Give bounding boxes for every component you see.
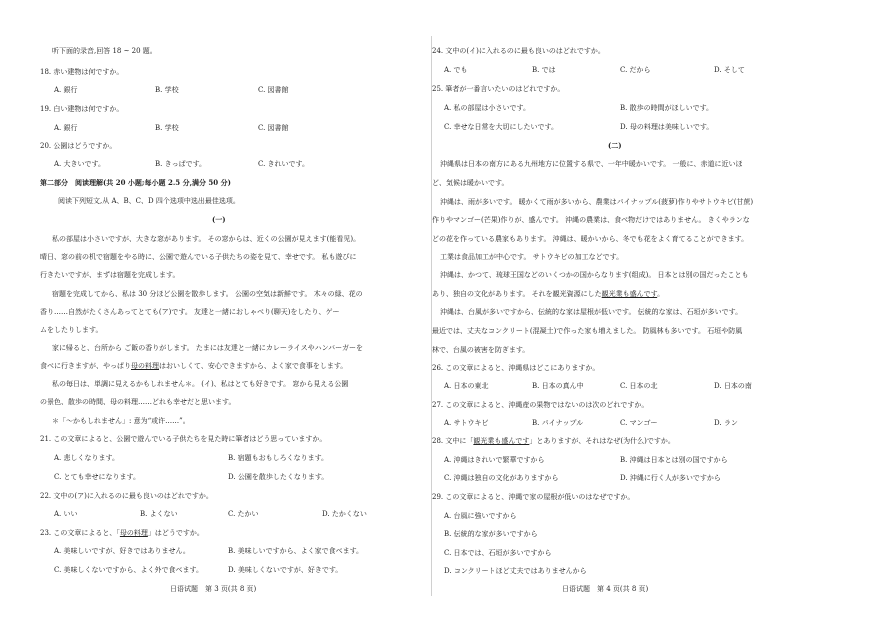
question-26: 26. この文章によると、沖縄県はどこにありますか。	[432, 364, 600, 372]
passage2-p4-line2: あり、独自の文化があります。 それを観光資源にした観光業も盛んです。	[432, 290, 665, 298]
passage2-p3: 工業は食品加工が中心です。 サトウキビの加工などです。	[440, 253, 624, 261]
q20-option-c: C. きれいです。	[258, 160, 309, 168]
question-24: 24. 文中の(イ)に入れるのに最も良いのはどれですか。	[432, 47, 605, 55]
passage1-p2-line3: ムをしたりします。	[40, 326, 103, 334]
question-28: 28. 文中に「観光業も盛んです」とありますが、それはなぜ(为什么)ですか。	[432, 437, 675, 445]
question-18: 18. 赤い建物は何ですか。	[40, 68, 124, 76]
q25-option-a: A. 私の部屋は小さいです。	[444, 104, 530, 112]
page-footer-right: 日语试题 第 4 页(共 8 页)	[562, 585, 649, 593]
underlined-phrase: 観光業も盛んです	[473, 437, 530, 445]
q21-option-d: D. 公園を散歩したくなります。	[228, 473, 329, 481]
q24-option-a: A. でも	[444, 66, 468, 74]
q25-option-b: B. 散歩の時間がほしいです。	[620, 104, 714, 112]
q26-option-d: D. 日本の南	[714, 382, 752, 390]
passage1-p4-line1: 私の毎日は、単調に見えるかもしれません＊。 (イ)、私はとても好きです。 窓から見える公園	[52, 380, 349, 388]
part2-instruction: 阅读下列短文,从 A、B、C、D 四个选项中选出最佳选项。	[58, 197, 240, 205]
q22-option-b: B. よくない	[140, 510, 178, 518]
q29-option-d: D. コンクリートほど丈夫ではありませんから	[444, 567, 587, 575]
q24-option-d: D. そして	[714, 66, 745, 74]
passage1-p3-line2: 食べに行きますが、やっぱり母の料理はおいしくて、安心できますから、よく家で食事をします。	[40, 362, 348, 370]
q23-option-d: D. 美味しくないですが、好きです。	[228, 566, 343, 574]
q27-option-d: D. ラン	[714, 419, 738, 427]
q18-option-a: A. 銀行	[54, 86, 78, 94]
q22-option-d: D. たかくない	[322, 510, 367, 518]
q19-option-b: B. 学校	[155, 124, 179, 132]
q29-option-a: A. 台風に強いですから	[444, 512, 517, 520]
passage2-p1-line1: 沖縄県は日本の南方にある九州地方に位置する県で、一年中暖かいです。 一般に、赤道に近いほ	[440, 160, 743, 168]
left-page	[0, 0, 430, 630]
passage2-p5-line2: 最近では、丈夫なコンクリート(混凝土)で作った家も増えました。 防風林も多いです。 石垣や防風	[432, 327, 743, 335]
q23-option-c: C. 美味しくないですから、よく外で食べます。	[54, 566, 203, 574]
passage1-p1-line3: 行きたいですが、まずは宿題を完成します。	[40, 271, 180, 279]
footnote: ＊「～かもしれません」: 意为“或许……”。	[52, 417, 190, 425]
question-20: 20. 公園はどうですか。	[40, 142, 117, 150]
q23-option-b: B. 美味しいですから、よく家で食べます。	[228, 547, 364, 555]
q24-option-b: B. では	[532, 66, 556, 74]
passage2-p4-line1: 沖縄は、かつて、琉球王国などのいくつかの国からなります(组成)。 日本とは別の国だったことも	[440, 271, 749, 279]
q28-option-c: C. 沖縄は独自の文化がありますから	[444, 474, 559, 482]
q18-option-c: C. 図書館	[258, 86, 289, 94]
passage1-p1-line2: 晴日、窓の前の机で宿題をやる時に、公園で遊んでいる子供たちの姿を見て、幸せです。 私も遊びに	[40, 253, 357, 261]
q21-option-b: B. 宿題もおもしろくなります。	[228, 454, 329, 462]
underlined-phrase: 観光業も盛んです	[601, 290, 658, 298]
q18-option-b: B. 学校	[155, 86, 179, 94]
q22-option-c: C. たかい	[228, 510, 259, 518]
question-29: 29. この文章によると、沖縄で家の屋根が低いのはなぜですか。	[432, 493, 635, 501]
question-25: 25. 筆者が一番言いたいのはどれですか。	[432, 85, 565, 93]
q28-option-d: D. 沖縄に行く人が多いですから	[620, 474, 721, 482]
q27-option-b: B. パイナップル	[532, 419, 584, 427]
q20-option-a: A. 大きいです。	[54, 160, 105, 168]
page-footer-left: 日语试题 第 3 页(共 8 页)	[170, 585, 257, 593]
q24-option-c: C. だから	[620, 66, 651, 74]
q27-option-a: A. サトウキビ	[444, 419, 489, 427]
q21-option-c: C. とても幸せになります。	[54, 473, 140, 481]
passage1-p4-line2: の景色、散歩の時間、母の料理……どれも幸せだと思います。	[40, 398, 236, 406]
section-1-title: (一)	[212, 215, 226, 224]
passage1-p3-line1: 家に帰ると、台所から ご飯の香りがします。 たまには友達と一緒にカレーライスやハンバーガーを	[52, 344, 363, 352]
question-21: 21. この文章によると、公園で遊んでいる子供たちを見た時に筆者はどう思っていますか。	[40, 435, 327, 443]
q26-option-c: C. 日本の北	[620, 382, 658, 390]
q21-option-a: A. 悲しくなります。	[54, 454, 119, 462]
question-23: 23. この文章によると、「母の料理」はどうですか。	[40, 529, 204, 537]
q23-option-a: A. 美味しいですが、好きではありません。	[54, 547, 190, 555]
q25-option-c: C. 幸せな日常を大切にしたいです。	[444, 123, 558, 131]
passage1-p2-line1: 宿題を完成してから、私は 30 分ほど公園を散歩します。 公園の空気は新鮮です。 木々の緑、花の	[52, 290, 363, 298]
question-19: 19. 白い建物は何ですか。	[40, 105, 124, 113]
passage2-p5-line3: 林で、台風の被害を防ぎます。	[432, 346, 530, 354]
passage2-p5-line1: 沖縄は、台風が多いですから、伝統的な家は屋根が低いです。 伝統的な家は、石垣が多いです。	[440, 308, 743, 316]
question-22: 22. 文中の(ア)に入れるのに最も良いのはどれですか。	[40, 492, 213, 500]
q26-option-a: A. 日本の東北	[444, 382, 489, 390]
q22-option-a: A. いい	[54, 510, 78, 518]
underlined-phrase: 母の料理	[119, 529, 148, 537]
q29-option-b: B. 伝統的な家が多いですから	[444, 530, 538, 538]
passage2-p1-line2: ど、気候は暖かいです。	[432, 179, 509, 187]
part2-title: 第二部分 阅读理解(共 20 小题;每小题 2.5 分,满分 50 分)	[40, 178, 231, 187]
passage2-p2-line1: 沖縄は、雨が多いです。 暖かくて雨が多いから、農業はパイナップル(菠萝)作りやサトウキビ(甘蔗)	[440, 198, 754, 206]
q26-option-b: B. 日本の真ん中	[532, 382, 584, 390]
q20-option-b: B. きっぱです。	[155, 160, 207, 168]
passage2-p2-line2: 作りやマンゴー(芒果)作りが、盛んです。 沖縄の農業は、食べ物だけではありません。 きくやランな	[432, 216, 750, 224]
section-2-title: (二)	[608, 141, 622, 150]
listening-intro: 听下面的录音,回答 18 ~ 20 题。	[52, 47, 157, 55]
q19-option-a: A. 銀行	[54, 124, 78, 132]
passage1-p2-line2: 香り……自然がたくさんあってとても(ア)です。 友達と一緒におしゃべり(聊天)をしたり、ゲー	[40, 308, 340, 316]
question-27: 27. この文章によると、沖縄産の果物ではないのは次のどれですか。	[432, 401, 649, 409]
passage2-p2-line3: どの花を作っている農家もあります。 沖縄は、暖かいから、冬でも花をよく育てることができます。	[432, 235, 749, 243]
q29-option-c: C. 日本では、石垣が多いですから	[444, 549, 552, 557]
q27-option-c: C. マンゴー	[620, 419, 658, 427]
q19-option-c: C. 図書館	[258, 124, 289, 132]
underlined-phrase: 母の料理	[131, 362, 159, 370]
passage1-p1-line1: 私の部屋は小さいですが、大きな窓があります。 その窓からは、近くの公園が見えます(能看见)。	[52, 235, 361, 243]
q28-option-a: A. 沖縄はきれいで繁華ですから	[444, 456, 545, 464]
q25-option-d: D. 母の料理は美味しいです。	[620, 123, 714, 131]
right-page	[432, 0, 870, 630]
q28-option-b: B. 沖縄は日本とは別の国ですから	[620, 456, 728, 464]
